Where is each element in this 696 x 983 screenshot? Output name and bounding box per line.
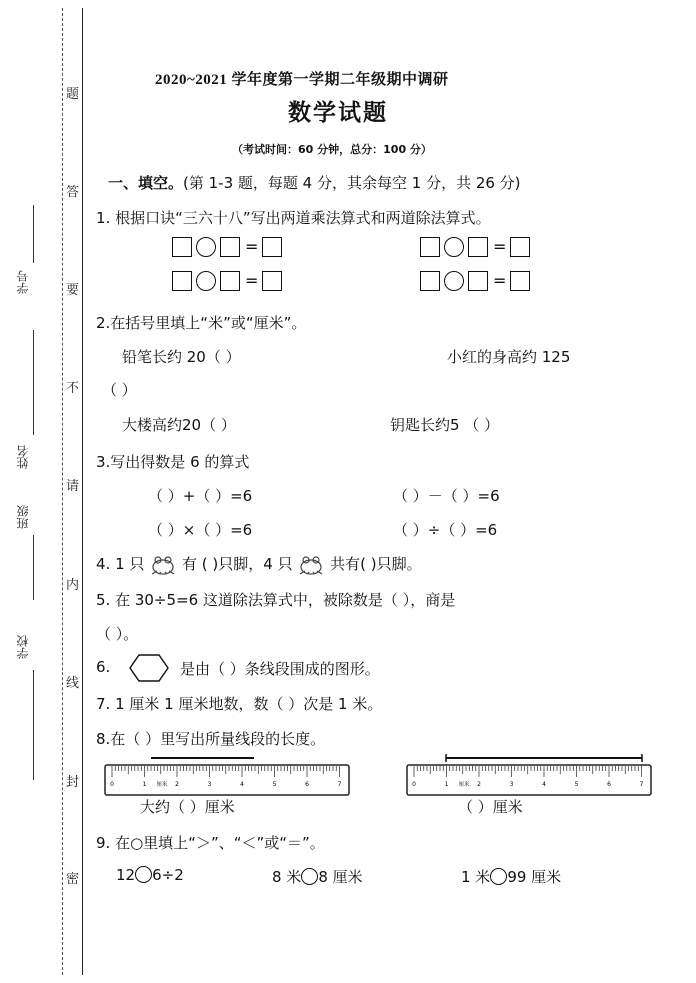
q4-part2[interactable]: 有 ( )只脚，4 只	[181, 555, 293, 573]
ruler-number: 2	[477, 781, 481, 788]
seal-char: 题	[66, 87, 80, 102]
seal-solid-line	[82, 8, 83, 975]
compare-right: 99 厘米	[507, 868, 562, 886]
compare-circle[interactable]	[301, 868, 318, 885]
answer-box[interactable]	[262, 237, 282, 257]
section-note: (第 1-3 题，每题 4 分，其余每空 1 分，共 26 分)	[183, 174, 521, 192]
ruler-number: 0	[412, 781, 416, 788]
multiplication-row-2	[420, 236, 534, 257]
q2-key[interactable]: 钥匙长约5 （ ）	[390, 416, 500, 434]
ruler-number: 4	[240, 781, 244, 788]
seal-char: 内	[66, 578, 80, 593]
seal-char: 要	[66, 283, 80, 298]
name-line[interactable]	[33, 330, 34, 435]
question-2: 2.在括号里填上“米”或“厘米”。	[96, 314, 307, 332]
answer-box[interactable]	[262, 271, 282, 291]
field-name: 姓名	[16, 445, 30, 469]
ruler-number: 7	[337, 781, 342, 788]
seal-char: 不	[66, 381, 80, 396]
question-8: 8.在（ ）里写出所量线段的长度。	[96, 730, 326, 748]
q8-right-label[interactable]: （ ）厘米	[458, 798, 523, 816]
ruler-number: 7	[639, 781, 644, 788]
ruler-number: 5	[574, 781, 579, 788]
question-6	[96, 658, 110, 676]
answer-box[interactable]	[468, 271, 488, 291]
compare-left: 12	[116, 866, 136, 884]
ruler-number: 0	[110, 781, 114, 788]
answer-box[interactable]	[420, 237, 440, 257]
ruler-number: 4	[542, 781, 546, 788]
q5-quotient-blank[interactable]: （ ）。	[96, 625, 139, 643]
q6-number: 6.	[96, 658, 111, 676]
student-number-line[interactable]	[33, 205, 34, 263]
field-school: 学校	[16, 635, 30, 659]
seal-char: 答	[66, 185, 80, 200]
ruler-number: 6	[305, 781, 309, 788]
operator-circle[interactable]	[444, 271, 464, 291]
ruler-number: 1	[444, 781, 449, 788]
question-1: 1. 根据口诀“三六十八”写出两道乘法算式和两道除法算式。	[96, 209, 491, 227]
operator-circle[interactable]	[444, 237, 464, 257]
answer-box[interactable]	[510, 237, 530, 257]
q2-height[interactable]: 小红的身高约 125	[447, 348, 571, 366]
answer-box[interactable]	[172, 237, 192, 257]
q3-addition[interactable]: （ ）+（ ）=6	[148, 487, 253, 505]
class-line[interactable]	[33, 535, 34, 600]
answer-box[interactable]	[220, 271, 240, 291]
frog-icon	[297, 554, 325, 576]
q2-pencil[interactable]: 铅笔长约 20（ ）	[122, 348, 241, 366]
ruler-number: 3	[509, 781, 514, 788]
division-row-2	[420, 270, 534, 291]
ruler-number: 6	[607, 781, 611, 788]
ruler-number: 3	[207, 781, 212, 788]
exam-info: （考试时间：60 分钟，总分：100 分）	[232, 143, 432, 156]
q9-compare-a	[116, 866, 184, 884]
section-heading	[108, 172, 521, 193]
exam-title: 2020~2021 学年度第一学期二年级期中调研	[155, 72, 449, 88]
q2-building[interactable]: 大楼高约20（ ）	[122, 416, 236, 434]
operator-circle[interactable]	[196, 271, 216, 291]
field-student-number: 学号	[16, 270, 30, 294]
ruler-number: 5	[272, 781, 277, 788]
compare-right: 6÷2	[152, 866, 184, 884]
ruler-unit: 厘米	[458, 782, 470, 788]
ruler-number: 2	[175, 781, 179, 788]
seal-char: 封	[66, 775, 80, 790]
q6-text[interactable]: 是由（ ）条线段围成的图形。	[180, 660, 380, 678]
question-4	[96, 553, 422, 576]
seal-char: 线	[66, 676, 80, 691]
equals-sign: =	[245, 271, 259, 290]
operator-circle[interactable]	[196, 237, 216, 257]
q9-compare-c	[461, 866, 561, 887]
equals-sign: =	[493, 271, 507, 290]
ruler-number: 1	[142, 781, 147, 788]
ruler-left	[104, 752, 350, 798]
q4-part3[interactable]: 共有( )只脚。	[330, 555, 422, 573]
equals-sign: =	[493, 237, 507, 256]
question-7[interactable]: 7. 1 厘米 1 厘米地数，数（ ）次是 1 米。	[96, 695, 383, 713]
answer-box[interactable]	[468, 237, 488, 257]
answer-box[interactable]	[510, 271, 530, 291]
multiplication-row-1	[172, 236, 286, 257]
compare-left: 1 米	[461, 868, 491, 886]
q9-compare-b	[272, 866, 363, 887]
q3-division[interactable]: （ ）÷（ ）=6	[393, 521, 498, 539]
subject-title: 数学试题	[288, 100, 388, 126]
question-3: 3.写出得数是 6 的算式	[96, 453, 250, 471]
answer-box[interactable]	[220, 237, 240, 257]
q3-subtraction[interactable]: （ ）－（ ）=6	[393, 487, 500, 505]
equals-sign: =	[245, 237, 259, 256]
frog-icon	[149, 554, 177, 576]
q8-left-label[interactable]: 大约（ ）厘米	[140, 798, 235, 816]
section-title: 一、填空。	[108, 174, 184, 192]
seal-dashed-line	[62, 8, 63, 975]
ruler-right	[406, 752, 652, 798]
seal-char: 请	[66, 479, 80, 494]
answer-box[interactable]	[172, 271, 192, 291]
q4-part1: 4. 1 只	[96, 555, 145, 573]
q2-height-blank[interactable]: （ ）	[102, 381, 137, 399]
school-line[interactable]	[33, 670, 34, 780]
compare-circle[interactable]	[135, 866, 152, 883]
ruler-unit: 厘米	[156, 782, 168, 788]
compare-right: 8 厘米	[318, 868, 363, 886]
division-row-1	[172, 270, 286, 291]
question-5[interactable]: 5. 在 30÷5=6 这道除法算式中，被除数是（ ），商是	[96, 591, 456, 609]
field-class: 班级	[16, 505, 30, 529]
answer-box[interactable]	[420, 271, 440, 291]
seal-char: 密	[66, 872, 80, 887]
hexagon-icon	[128, 653, 170, 683]
compare-left: 8 米	[272, 868, 302, 886]
compare-circle[interactable]	[490, 868, 507, 885]
question-9: 9. 在○里填上“＞”、“＜”或“＝”。	[96, 834, 325, 852]
q3-multiplication[interactable]: （ ）×（ ）=6	[148, 521, 253, 539]
